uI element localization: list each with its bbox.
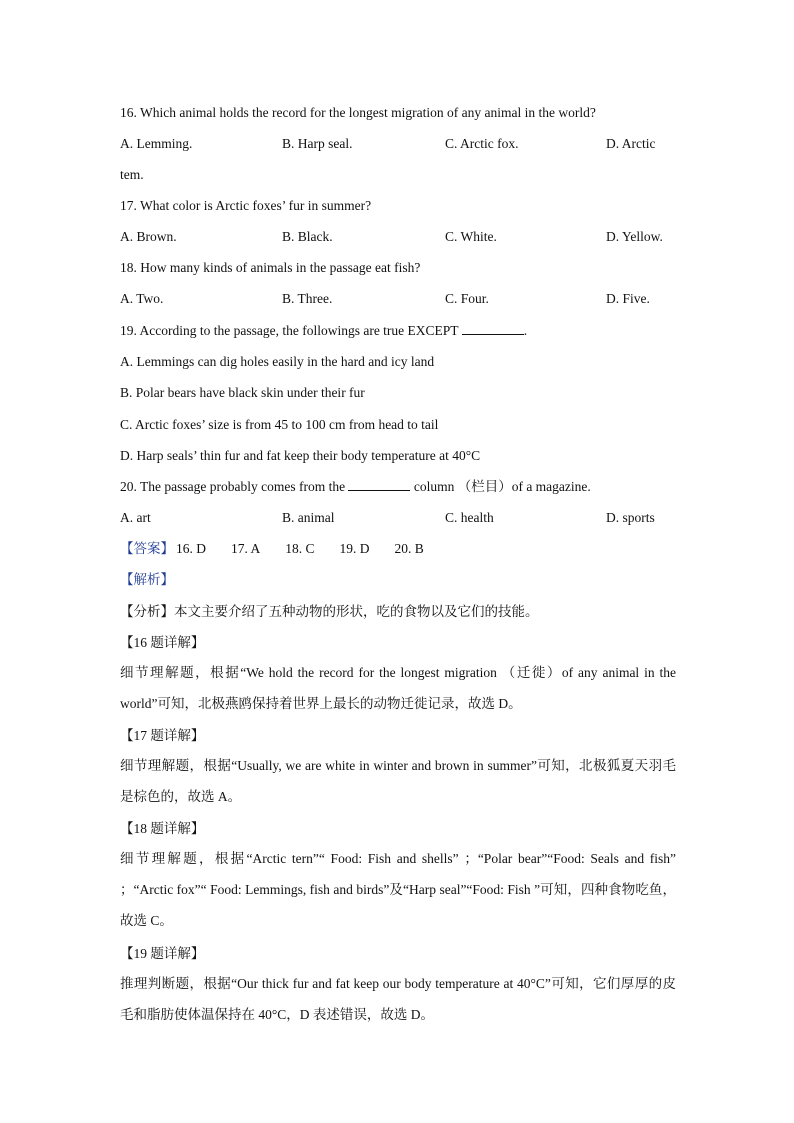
question-19-statement-a: A. Lemmings can dig holes easily in the hard and icy land — [120, 354, 435, 369]
question-16-option-a: A. Lemming. — [120, 136, 193, 151]
detail-19-text: 推理判断题，根据“Our thick fur and fat keep our body temperature at 40°C”可知，它们厚厚的皮毛和脂肪使体温保持在 40°C，D 表述错误，故选 D。 — [120, 976, 676, 1022]
question-17-option-a: A. Brown. — [120, 229, 177, 244]
answer-key — [120, 540, 449, 558]
question-17-option-d: D. Yellow. — [606, 229, 663, 244]
question-16-stem: 16. Which animal holds the record for the longest migration of any animal in the world? — [120, 105, 596, 120]
answer-item: 17. A — [231, 541, 261, 556]
question-18-option-a: A. Two. — [120, 291, 164, 306]
detail-16-text: 细节理解题，根据“We hold the record for the longest migration （迁徙）of any animal in the world”可知，北极燕鸥保持着世界上最长的动物迁徙记录，故选 D。 — [120, 665, 676, 711]
question-19-stem — [120, 322, 527, 340]
answer-blank — [348, 478, 410, 491]
answer-item: 20. B — [394, 541, 424, 556]
question-17-stem: 17. What color is Arctic foxes’ fur in summer? — [120, 198, 372, 213]
question-20-option-b: B. animal — [282, 510, 335, 525]
question-17-option-b: B. Black. — [282, 229, 333, 244]
detail-18-text: 细节理解题，根据“Arctic tern”“ Food: Fish and shells” ；“Polar bear”“Food: Seals and fish” ；“Arctic fox”“ Food: Lemmings, fish and birds”及“Harp seal”“Food: Fish ”可知，四种食物吃鱼，故选 C。 — [120, 851, 676, 928]
question-19-stem-end: . — [523, 323, 528, 338]
question-16-option-c: C. Arctic fox. — [445, 136, 519, 151]
question-16-option-d-continuation: tem. — [120, 167, 144, 182]
answer-label: 【答案】 — [120, 541, 174, 556]
question-20-option-c: C. health — [445, 510, 494, 525]
question-18-option-b: B. Three. — [282, 291, 333, 306]
question-19-statement-b: B. Polar bears have black skin under their fur — [120, 385, 365, 400]
answer-item: 18. C — [285, 541, 315, 556]
detail-16-label: 【16 题详解】 — [120, 635, 205, 650]
detail-18-label: 【18 题详解】 — [120, 821, 205, 836]
question-20-stem-end: column （栏目）of a magazine. — [410, 479, 591, 494]
analysis-label: 【解析】 — [120, 572, 174, 587]
question-16-option-d: D. Arctic — [606, 136, 656, 151]
detail-17-label: 【17 题详解】 — [120, 728, 205, 743]
summary — [120, 603, 539, 621]
question-18-option-c: C. Four. — [445, 291, 489, 306]
question-20-option-a: A. art — [120, 510, 151, 525]
question-18-option-d: D. Five. — [606, 291, 650, 306]
question-19-statement-c: C. Arctic foxes’ size is from 45 to 100 cm from head to tail — [120, 417, 439, 432]
question-19-statement-d: D. Harp seals’ thin fur and fat keep their body temperature at 40°C — [120, 448, 481, 463]
answer-item: 19. D — [339, 541, 370, 556]
question-18-stem: 18. How many kinds of animals in the passage eat fish? — [120, 260, 421, 275]
summary-label: 【分析】 — [120, 604, 174, 619]
detail-19-label: 【19 题详解】 — [120, 946, 205, 961]
summary-text: 本文主要介绍了五种动物的形状，吃的食物以及它们的技能。 — [174, 604, 539, 619]
question-19-stem-text: 19. According to the passage, the followings are true EXCEPT — [120, 323, 462, 338]
question-17-option-c: C. White. — [445, 229, 497, 244]
answer-blank — [462, 322, 524, 335]
answer-item: 16. D — [176, 541, 206, 556]
question-20-option-d: D. sports — [606, 510, 655, 525]
question-16-option-b: B. Harp seal. — [282, 136, 353, 151]
detail-17-text: 细节理解题，根据“Usually, we are white in winter and brown in summer”可知，北极狐夏天羽毛是棕色的，故选 A。 — [120, 758, 676, 804]
question-20-stem — [120, 478, 591, 496]
question-20-stem-text: 20. The passage probably comes from the — [120, 479, 349, 494]
